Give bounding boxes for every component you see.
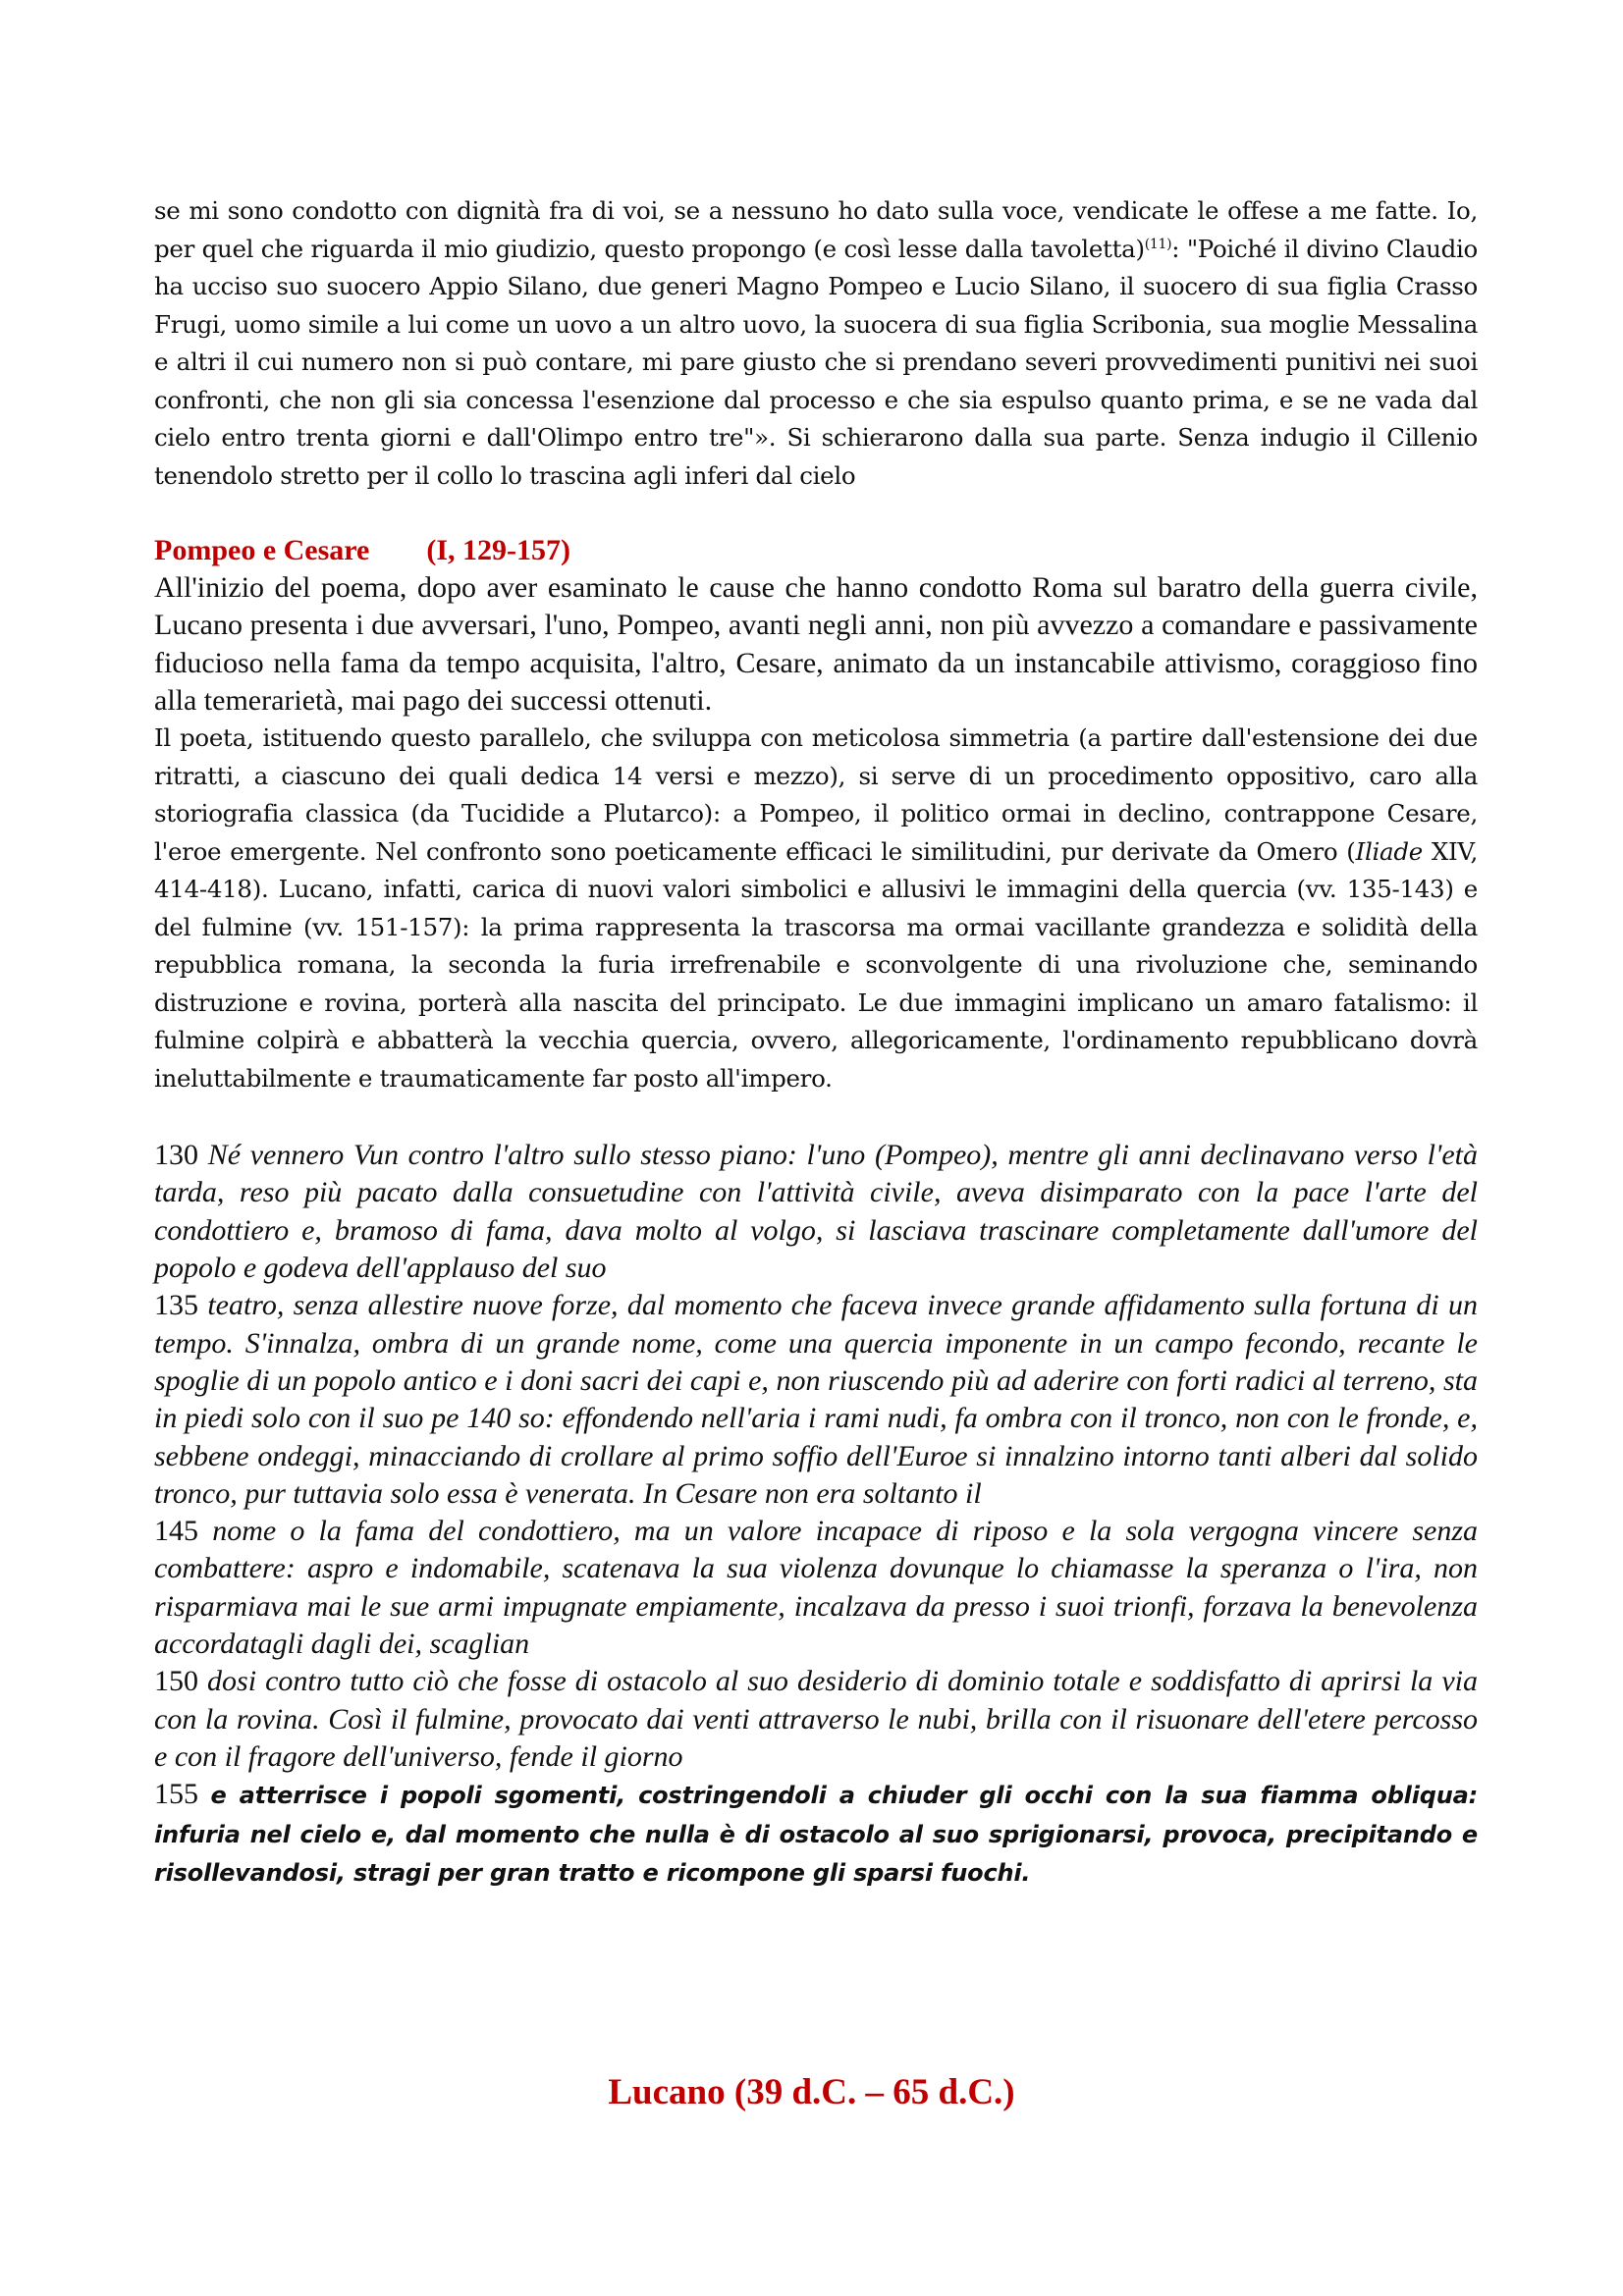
page-content (154, 192, 1478, 1892)
verse-text: e atterrisce i popoli sgomenti, costringendoli a chiuder gli occhi con la sua fiamma obliqua: infuria nel cielo e, dal momento che nulla è di ostacolo al suo sprigionarsi, provoca, precipitando e risollevandosi, stragi per gran tratto e ricompone gli sparsi fuochi. (154, 1782, 1478, 1887)
section-heading (154, 532, 1478, 569)
intro-text-a: se mi sono condotto con dignità fra di voi, se a nessuno ho dato sulla voce, vendicate le offese a me fatte. Io, per quel che riguarda il mio giudizio, questo propongo (e così lesse dalla tavoletta) (154, 196, 1478, 263)
verse-block (154, 1513, 1478, 1663)
verse-text: teatro, senza allestire nuove forze, dal momento che faceva invece grande affidamento sulla fortuna di un tempo. S'innalza, ombra di un grande nome, come una quercia imponente in un campo fecondo, recante le spoglie di un popolo antico e i doni sacri dei capi e, non riuscendo più ad aderire con forti radici al terreno, sta in piedi solo con il suo pe 140 so: effondendo nell'aria i rami nudi, fa ombra con il tronco, non con le fronde, e, sebbene ondeggi, minacciando di crollare al primo soffio dell'Euroe si innalzino intorno tanti alberi dal solido tronco, pur tuttavia solo essa è venerata. In Cesare non era soltanto il (154, 1289, 1479, 1510)
verse-number: 150 (154, 1665, 198, 1698)
verse-text: Né vennero Vun contro l'altro sullo stesso piano: l'uno (Pompeo), mentre gli anni declinavano verso l'età tarda, reso più pacato dalla consuetudine con l'attività civile, aveva disimparato con la pace l'arte del condottiero e, bramoso di fama, dava molto al volgo, si lasciava trascinare completamente dall'umore del popolo e godeva dell'applauso del suo (154, 1139, 1479, 1285)
verse-text: nome o la fama del condottiero, ma un valore incapace di riposo e la sola vergogna vincere senza combattere: aspro e indomabile, scatenava la sua violenza dovunque lo chiamasse la speranza o l'ira, non risparmiava mai le sue armi impugnate empiamente, incalzava da presso i suoi trionfi, forzava la benevolenza accordatagli dagli dei, scaglian (154, 1515, 1479, 1661)
footnote-ref: (11) (1144, 236, 1172, 252)
paragraph-2-a: Il poeta, istituendo questo parallelo, che sviluppa con meticolosa simmetria (a partire dall'estensione dei due ritratti, a ciascuno dei quali dedica 14 versi e mezzo), si serve di un procedimento oppositivo, caro alla storiografia classica (da Tucidide a Plutarco): a Pompeo, il politico ormai in declino, contrappone Cesare, l'eroe emergente. Nel confronto sono poeticamente efficaci le similitudini, pur derivate da Omero ( (154, 723, 1478, 866)
verse-number: 135 (154, 1289, 198, 1322)
verses-translation (154, 1137, 1478, 1892)
verse-block (154, 1663, 1478, 1776)
section-reference: (I, 129-157) (426, 534, 571, 566)
iliad-title: Iliade (1355, 836, 1423, 866)
section-paragraph-1: All'inizio del poema, dopo aver esaminato le cause che hanno condotto Roma sul baratro della guerra civile, Lucano presenta i due avversari, l'uno, Pompeo, avanti negli anni, non più avvezzo a comandare e passivamente fiducioso nella fama da tempo acquisita, l'altro, Cesare, animato da un instancabile attivismo, coraggioso fino alla temerarietà, mai pago dei successi ottenuti. (154, 571, 1478, 717)
verse-block (154, 1137, 1478, 1287)
author-heading: Lucano (39 d.C. – 65 d.C.) (608, 2072, 1015, 2112)
verse-block (154, 1776, 1478, 1892)
section-title: Pompeo e Cesare (154, 534, 370, 566)
intro-paragraph (154, 192, 1478, 495)
verse-text: dosi contro tutto ciò che fosse di ostacolo al suo desiderio di dominio totale e soddisfatto di aprirsi la via con la rovina. Così il fulmine, provocato dai venti attraverso le nubi, brilla con il risuonare dell'etere percosso e con il fragore dell'universo, fende il giorno (154, 1665, 1478, 1773)
verse-number: 130 (154, 1139, 198, 1172)
verse-number: 145 (154, 1515, 198, 1548)
verse-block (154, 1287, 1478, 1513)
section-paragraph-2 (154, 720, 1478, 1097)
intro-text-b: : "Poiché il divino Claudio ha ucciso suo suocero Appio Silano, due generi Magno Pompeo e Lucio Silano, il suocero di sua figlia Crasso Frugi, uomo simile a lui come un uovo a un altro uovo, la suocera di sua figlia Scribonia, sua moglie Messalina e altri il cui numero non si può contare, mi pare giusto che si prendano severi provvedimenti punitivi nei suoi confronti, che non gli sia concessa l'esenzione dal processo e che sia espulso quanto prima, e se ne vada dal cielo entro trenta giorni e dall'Olimpo entro tre"». Si schierarono dalla sua parte. Senza indugio il Cillenio tenendolo stretto per il collo lo trascina agli inferi dal cielo (154, 234, 1478, 490)
paragraph-2-b: XIV, 414-418). Lucano, infatti, carica di nuovi valori simbolici e allusivi le immagini della quercia (vv. 135-143) e del fulmine (vv. 151-157): la prima rappresenta la trascorsa ma ormai vacillante grandezza e solidità della repubblica romana, la seconda la furia irrefrenabile e sconvolgente di una rivoluzione che, seminando distruzione e rovina, porterà alla nascita del principato. Le due immagini implicano un amaro fatalismo: il fulmine colpirà e abbatterà la vecchia quercia, ovvero, allegoricamente, l'ordinamento repubblicano dovrà ineluttabilmente e traumaticamente far posto all'impero. (154, 836, 1478, 1093)
verse-number: 155 (154, 1778, 198, 1811)
